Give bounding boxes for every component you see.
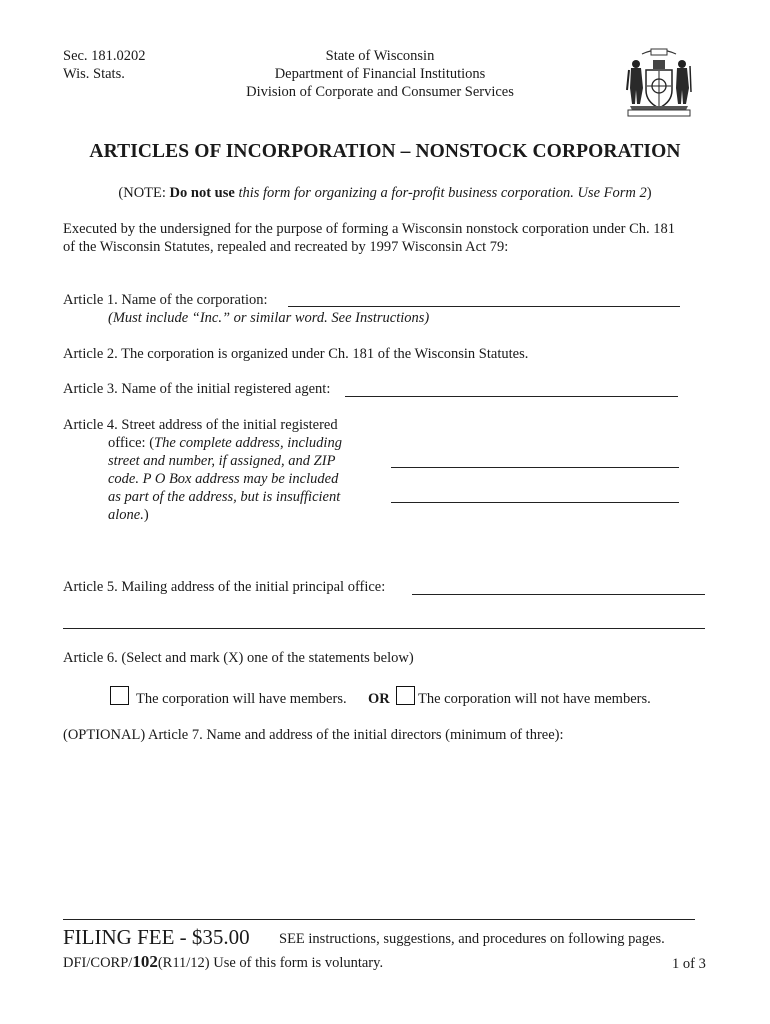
intro-line-1: Executed by the undersigned for the purpose of forming a Wisconsin nonstock corporation under Ch. 181	[63, 221, 676, 237]
intro-line-2: of the Wisconsin Statutes, repealed and recreated by 1997 Wisconsin Act 79:	[63, 239, 509, 255]
registered-agent-field[interactable]	[345, 396, 678, 397]
note-italic: this form for organizing a for-profit business corporation. Use Form 2	[238, 185, 647, 201]
article-5-label: Article 5. Mailing address of the initial principal office:	[63, 579, 386, 595]
or-label: OR	[368, 691, 390, 707]
form-id	[63, 953, 383, 972]
section-reference: Sec. 181.0202	[63, 48, 146, 64]
filing-fee-note: SEE instructions, suggestions, and procedures on following pages.	[279, 931, 665, 947]
members-checkbox[interactable]	[110, 686, 129, 705]
no-members-option-label: The corporation will not have members.	[418, 691, 651, 707]
page-number: 1 of 3	[672, 956, 706, 972]
members-option-label: The corporation will have members.	[136, 691, 347, 707]
article-1-hint: (Must include “Inc.” or similar word. See Instructions)	[108, 310, 430, 326]
state-name: State of Wisconsin	[325, 48, 435, 64]
article-4-label: Article 4. Street address of the initial registered	[63, 417, 338, 433]
no-members-checkbox[interactable]	[396, 686, 415, 705]
mailing-address-field[interactable]	[412, 594, 705, 595]
footer-divider	[63, 919, 695, 920]
article-4-line-5: as part of the address, but is insufficient	[108, 489, 341, 505]
mailing-address-field-line-2[interactable]	[63, 628, 705, 629]
form-id-prefix: DFI/CORP/	[63, 955, 133, 971]
wisconsin-state-seal-icon	[624, 44, 694, 118]
article-4-line-3: street and number, if assigned, and ZIP	[108, 453, 336, 469]
note-suffix: )	[646, 185, 652, 201]
note-prefix: (NOTE:	[118, 185, 166, 201]
division-name: Division of Corporate and Consumer Services	[246, 84, 514, 100]
article-4-line-6	[108, 506, 149, 524]
form-number: 102	[132, 952, 158, 971]
article-6-label: Article 6. (Select and mark (X) one of the statements below)	[63, 650, 414, 666]
article-4-line-4: code. P O Box address may be included	[108, 471, 339, 487]
note	[0, 184, 770, 202]
article-4-line-6-plain: )	[143, 507, 149, 523]
corporation-name-field[interactable]	[288, 306, 680, 307]
article-3-label: Article 3. Name of the initial registered agent:	[63, 381, 331, 397]
department-name: Department of Financial Institutions	[274, 66, 486, 82]
filing-fee: FILING FEE - $35.00	[63, 925, 250, 949]
form-id-suffix: (R11/12) Use of this form is voluntary.	[157, 955, 384, 971]
form-title: ARTICLES OF INCORPORATION – NONSTOCK CORPORATION	[89, 141, 681, 162]
article-1-label: Article 1. Name of the corporation:	[63, 292, 268, 308]
article-4-line-2	[108, 434, 342, 452]
article-4-line-2-italic: The complete address, including	[154, 435, 342, 451]
article-4-line-6-italic: alone.	[108, 507, 144, 523]
statute-reference: Wis. Stats.	[63, 66, 125, 82]
article-4-line-2-plain: office: (	[108, 435, 155, 451]
registered-office-street-field[interactable]	[391, 467, 679, 468]
note-bold: Do not use	[169, 185, 235, 201]
registered-office-city-field[interactable]	[391, 502, 679, 503]
article-2-label: Article 2. The corporation is organized under Ch. 181 of the Wisconsin Statutes.	[63, 346, 529, 362]
article-7-label: (OPTIONAL) Article 7. Name and address of the initial directors (minimum of three):	[63, 727, 564, 743]
